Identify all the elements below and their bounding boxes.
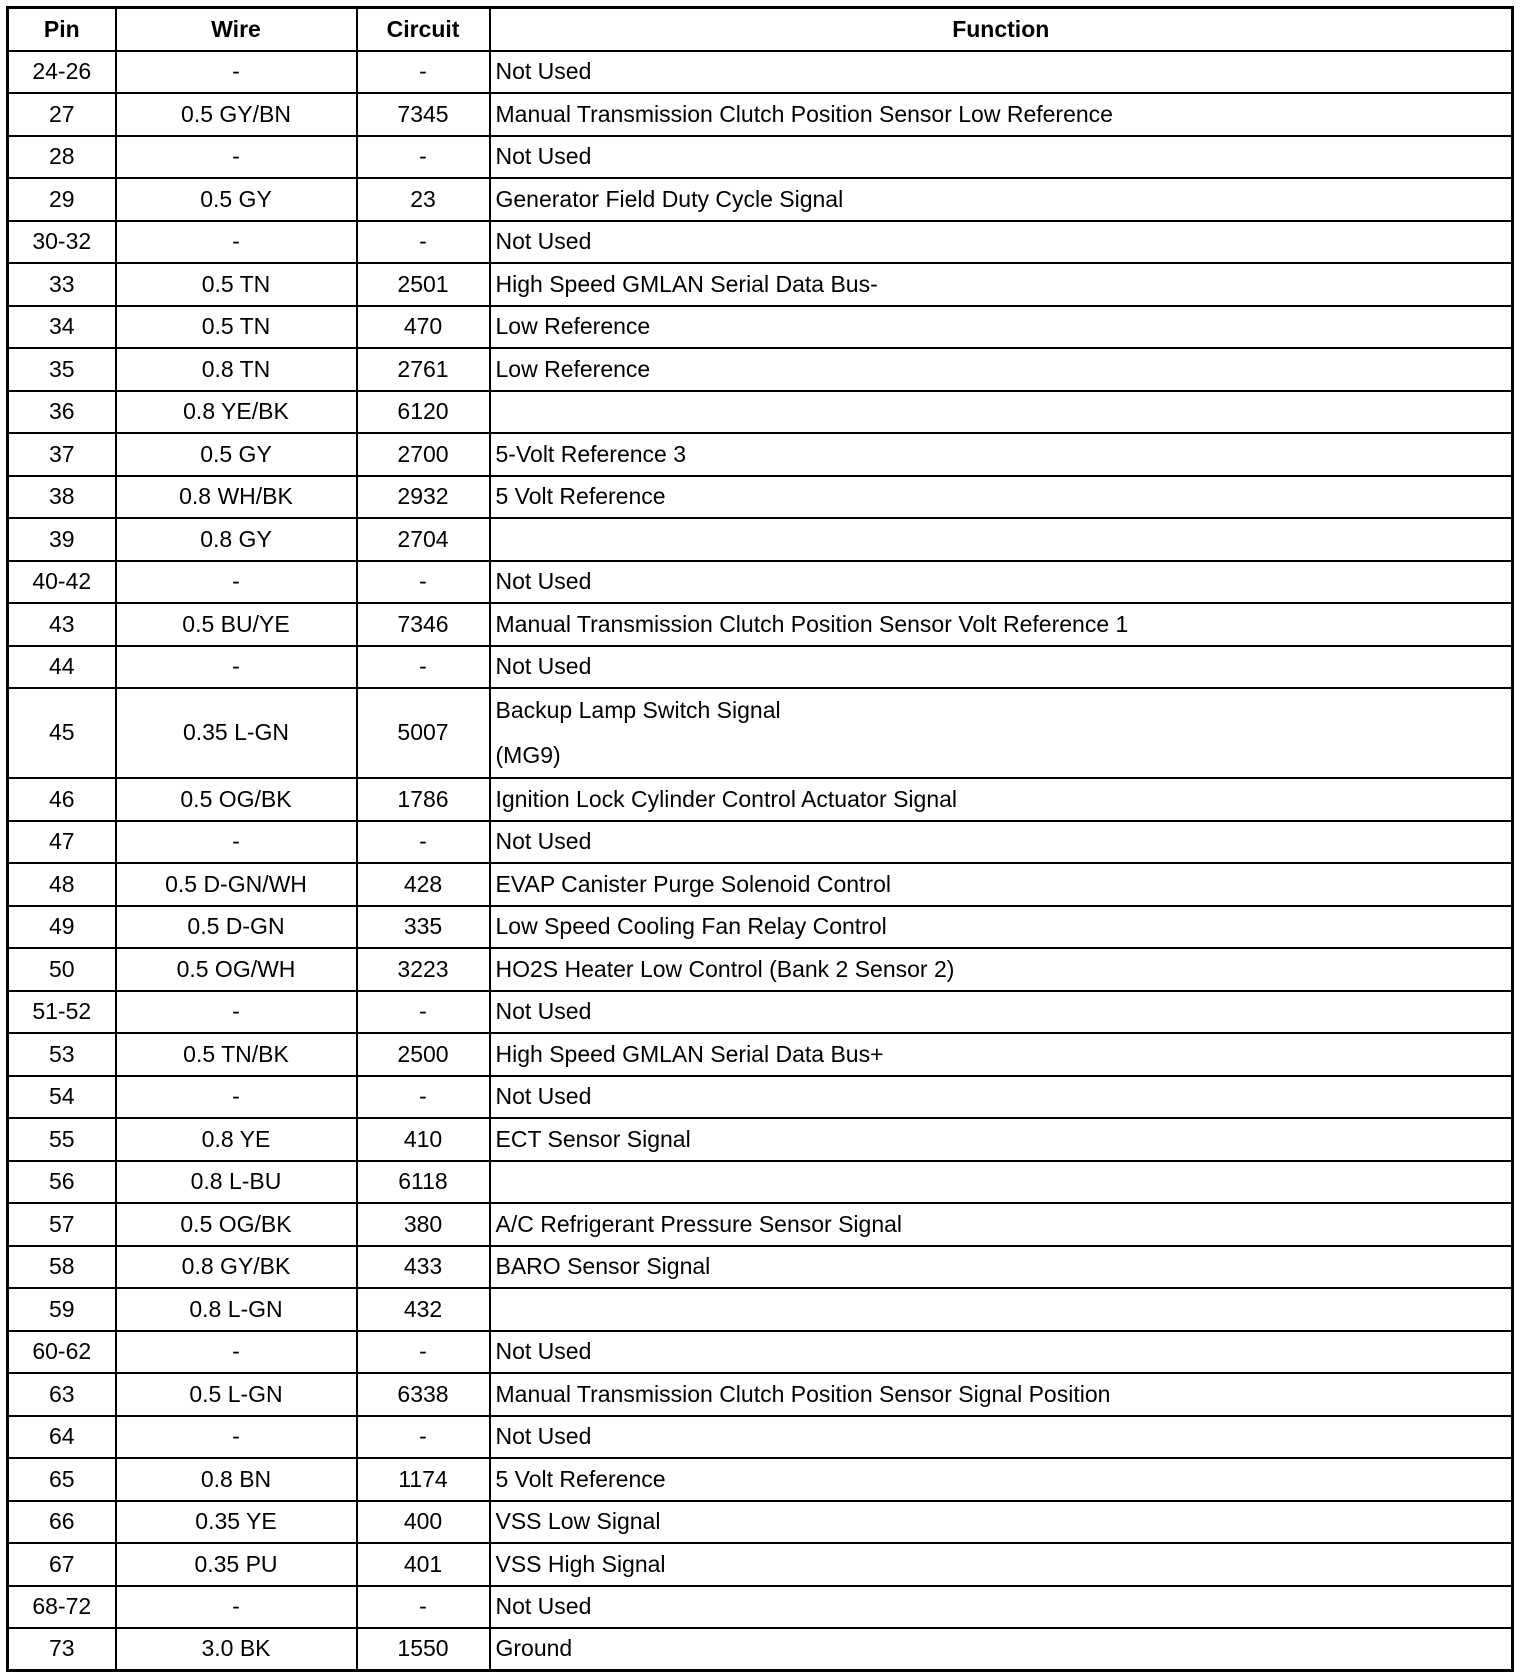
connector-pinout-table	[6, 6, 1514, 1672]
cell-pin: 53	[8, 1033, 116, 1076]
cell-wire: 0.5 GY/BN	[116, 93, 357, 136]
cell-wire: 0.5 D-GN	[116, 906, 357, 949]
cell-circuit: 470	[357, 306, 490, 349]
cell-pin: 73	[8, 1628, 116, 1671]
cell-wire: -	[116, 991, 357, 1034]
cell-function	[490, 778, 1513, 821]
cell-circuit: -	[357, 821, 490, 864]
table-row	[8, 1543, 1513, 1586]
table-row	[8, 1033, 1513, 1076]
table-row	[8, 1246, 1513, 1289]
table-row	[8, 561, 1513, 604]
cell-wire: 0.8 GY	[116, 518, 357, 561]
function-text: Not Used	[495, 1593, 592, 1620]
table-row	[8, 518, 1513, 561]
cell-wire: 0.5 TN	[116, 263, 357, 306]
cell-wire: 0.8 L-GN	[116, 1288, 357, 1331]
function-text: Not Used	[495, 58, 592, 85]
cell-wire: 0.8 WH/BK	[116, 476, 357, 519]
cell-circuit: 1786	[357, 778, 490, 821]
cell-wire: 0.8 YE	[116, 1118, 357, 1161]
cell-function	[490, 348, 1513, 391]
cell-wire: 3.0 BK	[116, 1628, 357, 1671]
cell-pin: 59	[8, 1288, 116, 1331]
function-text: Manual Transmission Clutch Position Sensor Volt Reference 1	[495, 610, 1129, 637]
table-row	[8, 991, 1513, 1034]
cell-function	[490, 178, 1513, 221]
table-row	[8, 603, 1513, 646]
cell-function	[490, 603, 1513, 646]
cell-wire: -	[116, 136, 357, 179]
cell-pin: 46	[8, 778, 116, 821]
cell-function	[490, 1416, 1513, 1459]
cell-circuit: -	[357, 991, 490, 1034]
cell-function	[490, 1501, 1513, 1544]
function-text: Not Used	[495, 1338, 592, 1365]
cell-circuit: 5007	[357, 688, 490, 778]
table-row	[8, 93, 1513, 136]
cell-pin: 65	[8, 1458, 116, 1501]
cell-circuit: -	[357, 51, 490, 94]
cell-pin: 30-32	[8, 221, 116, 264]
cell-function	[490, 518, 1513, 561]
cell-circuit: 428	[357, 863, 490, 906]
table-row	[8, 1628, 1513, 1671]
cell-circuit: 7345	[357, 93, 490, 136]
table-row	[8, 1203, 1513, 1246]
cell-function	[490, 306, 1513, 349]
table-header-row	[8, 8, 1513, 51]
cell-wire: 0.35 L-GN	[116, 688, 357, 778]
cell-pin: 39	[8, 518, 116, 561]
cell-function	[490, 821, 1513, 864]
function-text: HO2S Heater Low Control (Bank 2 Sensor 2)	[495, 955, 955, 982]
table-row	[8, 688, 1513, 778]
cell-function	[490, 93, 1513, 136]
cell-function	[490, 1543, 1513, 1586]
cell-function	[490, 1586, 1513, 1629]
cell-function	[490, 688, 1513, 778]
function-text: Not Used	[495, 1083, 592, 1110]
cell-wire: 0.5 GY	[116, 433, 357, 476]
cell-pin: 35	[8, 348, 116, 391]
cell-circuit: 2501	[357, 263, 490, 306]
function-text: High Speed GMLAN Serial Data Bus-	[495, 270, 878, 297]
function-text: Ignition Lock Cylinder Control Actuator Signal	[495, 785, 958, 812]
function-text: A/C Refrigerant Pressure Sensor Signal	[495, 1210, 903, 1237]
cell-wire: -	[116, 51, 357, 94]
cell-pin: 60-62	[8, 1331, 116, 1374]
cell-function	[490, 1161, 1513, 1204]
cell-pin: 29	[8, 178, 116, 221]
function-text: Ground	[495, 1635, 573, 1662]
cell-pin: 54	[8, 1076, 116, 1119]
cell-function	[490, 1458, 1513, 1501]
function-text: Low Reference	[495, 313, 651, 340]
cell-pin: 27	[8, 93, 116, 136]
cell-pin: 51-52	[8, 991, 116, 1034]
cell-pin: 56	[8, 1161, 116, 1204]
cell-circuit: 1174	[357, 1458, 490, 1501]
cell-pin: 67	[8, 1543, 116, 1586]
cell-wire: 0.5 OG/BK	[116, 778, 357, 821]
cell-circuit: -	[357, 1416, 490, 1459]
cell-wire: -	[116, 561, 357, 604]
table-row	[8, 1076, 1513, 1119]
cell-circuit: 2761	[357, 348, 490, 391]
cell-circuit: 1550	[357, 1628, 490, 1671]
cell-circuit: 2704	[357, 518, 490, 561]
function-text: VSS High Signal	[495, 1550, 666, 1577]
cell-function	[490, 1118, 1513, 1161]
table-row	[8, 1586, 1513, 1629]
cell-circuit: 380	[357, 1203, 490, 1246]
table-row	[8, 778, 1513, 821]
function-text: ECT Sensor Signal	[495, 1125, 691, 1152]
table-row	[8, 306, 1513, 349]
cell-function	[490, 646, 1513, 689]
cell-pin: 40-42	[8, 561, 116, 604]
column-header-circuit: Circuit	[357, 8, 490, 51]
function-text: BARO Sensor Signal	[495, 1253, 711, 1280]
cell-circuit: 401	[357, 1543, 490, 1586]
cell-function	[490, 1076, 1513, 1119]
cell-function	[490, 391, 1513, 434]
cell-function	[490, 948, 1513, 991]
cell-circuit: 7346	[357, 603, 490, 646]
cell-wire: -	[116, 1586, 357, 1629]
cell-wire: 0.8 BN	[116, 1458, 357, 1501]
cell-function	[490, 1288, 1513, 1331]
cell-wire: 0.5 TN/BK	[116, 1033, 357, 1076]
table-row	[8, 433, 1513, 476]
cell-circuit: 400	[357, 1501, 490, 1544]
cell-pin: 43	[8, 603, 116, 646]
cell-wire: 0.5 OG/WH	[116, 948, 357, 991]
function-text: Not Used	[495, 828, 592, 855]
column-header-wire: Wire	[116, 8, 357, 51]
function-text: Not Used	[495, 1423, 592, 1450]
cell-function	[490, 1628, 1513, 1671]
function-text: Generator Field Duty Cycle Signal	[495, 185, 844, 212]
table-row	[8, 1331, 1513, 1374]
cell-wire: -	[116, 1416, 357, 1459]
cell-circuit: -	[357, 561, 490, 604]
function-text: Not Used	[495, 653, 592, 680]
table-row	[8, 1118, 1513, 1161]
cell-pin: 63	[8, 1373, 116, 1416]
cell-pin: 57	[8, 1203, 116, 1246]
cell-wire: 0.5 L-GN	[116, 1373, 357, 1416]
cell-pin: 45	[8, 688, 116, 778]
function-text: Not Used	[495, 998, 592, 1025]
cell-wire: -	[116, 1076, 357, 1119]
cell-circuit: -	[357, 136, 490, 179]
table-row	[8, 1288, 1513, 1331]
cell-pin: 48	[8, 863, 116, 906]
cell-function	[490, 1033, 1513, 1076]
table-row	[8, 646, 1513, 689]
cell-function	[490, 263, 1513, 306]
function-text: VSS Low Signal	[495, 1508, 661, 1535]
cell-function	[490, 433, 1513, 476]
cell-pin: 50	[8, 948, 116, 991]
table-row	[8, 391, 1513, 434]
cell-function	[490, 136, 1513, 179]
cell-wire: 0.5 D-GN/WH	[116, 863, 357, 906]
cell-pin: 64	[8, 1416, 116, 1459]
cell-circuit: -	[357, 221, 490, 264]
cell-circuit: 6120	[357, 391, 490, 434]
cell-pin: 58	[8, 1246, 116, 1289]
cell-pin: 28	[8, 136, 116, 179]
function-text: Not Used	[495, 143, 592, 170]
function-text: Manual Transmission Clutch Position Sensor Low Reference	[495, 100, 1113, 127]
cell-pin: 36	[8, 391, 116, 434]
function-text: (MG9)	[495, 742, 561, 768]
cell-pin: 49	[8, 906, 116, 949]
function-text: Not Used	[495, 228, 592, 255]
cell-circuit: -	[357, 1586, 490, 1629]
cell-circuit: 433	[357, 1246, 490, 1289]
cell-wire: 0.5 BU/YE	[116, 603, 357, 646]
table-row	[8, 136, 1513, 179]
cell-function	[490, 1331, 1513, 1374]
cell-wire: 0.5 GY	[116, 178, 357, 221]
table-row	[8, 1501, 1513, 1544]
table-row	[8, 906, 1513, 949]
cell-pin: 66	[8, 1501, 116, 1544]
cell-function	[490, 863, 1513, 906]
cell-function	[490, 561, 1513, 604]
cell-function	[490, 991, 1513, 1034]
cell-circuit: 432	[357, 1288, 490, 1331]
cell-wire: 0.35 PU	[116, 1543, 357, 1586]
function-text: 5 Volt Reference	[495, 483, 666, 510]
cell-function	[490, 221, 1513, 264]
cell-circuit: 23	[357, 178, 490, 221]
function-text: Backup Lamp Switch Signal	[495, 696, 781, 723]
table-row	[8, 1458, 1513, 1501]
cell-wire: 0.5 OG/BK	[116, 1203, 357, 1246]
cell-function	[490, 1203, 1513, 1246]
function-text: 5-Volt Reference 3	[495, 440, 687, 467]
cell-function	[490, 476, 1513, 519]
cell-wire: 0.8 GY/BK	[116, 1246, 357, 1289]
cell-function	[490, 1373, 1513, 1416]
cell-circuit: 2700	[357, 433, 490, 476]
function-text: 5 Volt Reference	[495, 1465, 666, 1492]
table-body	[8, 51, 1513, 1671]
cell-circuit: 335	[357, 906, 490, 949]
cell-circuit: 3223	[357, 948, 490, 991]
table-row	[8, 821, 1513, 864]
cell-pin: 38	[8, 476, 116, 519]
column-header-pin: Pin	[8, 8, 116, 51]
cell-pin: 24-26	[8, 51, 116, 94]
cell-function	[490, 1246, 1513, 1289]
table-row	[8, 178, 1513, 221]
table-row	[8, 263, 1513, 306]
cell-pin: 37	[8, 433, 116, 476]
cell-wire: 0.5 TN	[116, 306, 357, 349]
cell-wire: -	[116, 646, 357, 689]
column-header-function: Function	[490, 8, 1513, 51]
cell-pin: 33	[8, 263, 116, 306]
cell-wire: -	[116, 821, 357, 864]
cell-pin: 34	[8, 306, 116, 349]
table-row	[8, 348, 1513, 391]
cell-wire: -	[116, 221, 357, 264]
cell-circuit: 2932	[357, 476, 490, 519]
table-row	[8, 863, 1513, 906]
cell-circuit: 6338	[357, 1373, 490, 1416]
table-row	[8, 1373, 1513, 1416]
table-row	[8, 51, 1513, 94]
cell-circuit: 6118	[357, 1161, 490, 1204]
function-text: EVAP Canister Purge Solenoid Control	[495, 870, 891, 897]
cell-pin: 55	[8, 1118, 116, 1161]
cell-wire: 0.35 YE	[116, 1501, 357, 1544]
cell-circuit: -	[357, 646, 490, 689]
cell-circuit: 2500	[357, 1033, 490, 1076]
function-text: Low Speed Cooling Fan Relay Control	[495, 913, 887, 940]
cell-function	[490, 906, 1513, 949]
cell-circuit: 410	[357, 1118, 490, 1161]
function-text: Not Used	[495, 568, 592, 595]
function-text: High Speed GMLAN Serial Data Bus+	[495, 1040, 884, 1067]
function-text: Low Reference	[495, 355, 651, 382]
table-row	[8, 948, 1513, 991]
cell-circuit: -	[357, 1076, 490, 1119]
cell-pin: 68-72	[8, 1586, 116, 1629]
cell-pin: 44	[8, 646, 116, 689]
cell-function	[490, 51, 1513, 94]
cell-circuit: -	[357, 1331, 490, 1374]
cell-wire: 0.8 YE/BK	[116, 391, 357, 434]
cell-pin: 47	[8, 821, 116, 864]
function-text: Manual Transmission Clutch Position Sensor Signal Position	[495, 1380, 1111, 1407]
cell-wire: 0.8 TN	[116, 348, 357, 391]
table-row	[8, 1416, 1513, 1459]
table-row	[8, 1161, 1513, 1204]
cell-wire: -	[116, 1331, 357, 1374]
cell-wire: 0.8 L-BU	[116, 1161, 357, 1204]
table-row	[8, 221, 1513, 264]
table-row	[8, 476, 1513, 519]
